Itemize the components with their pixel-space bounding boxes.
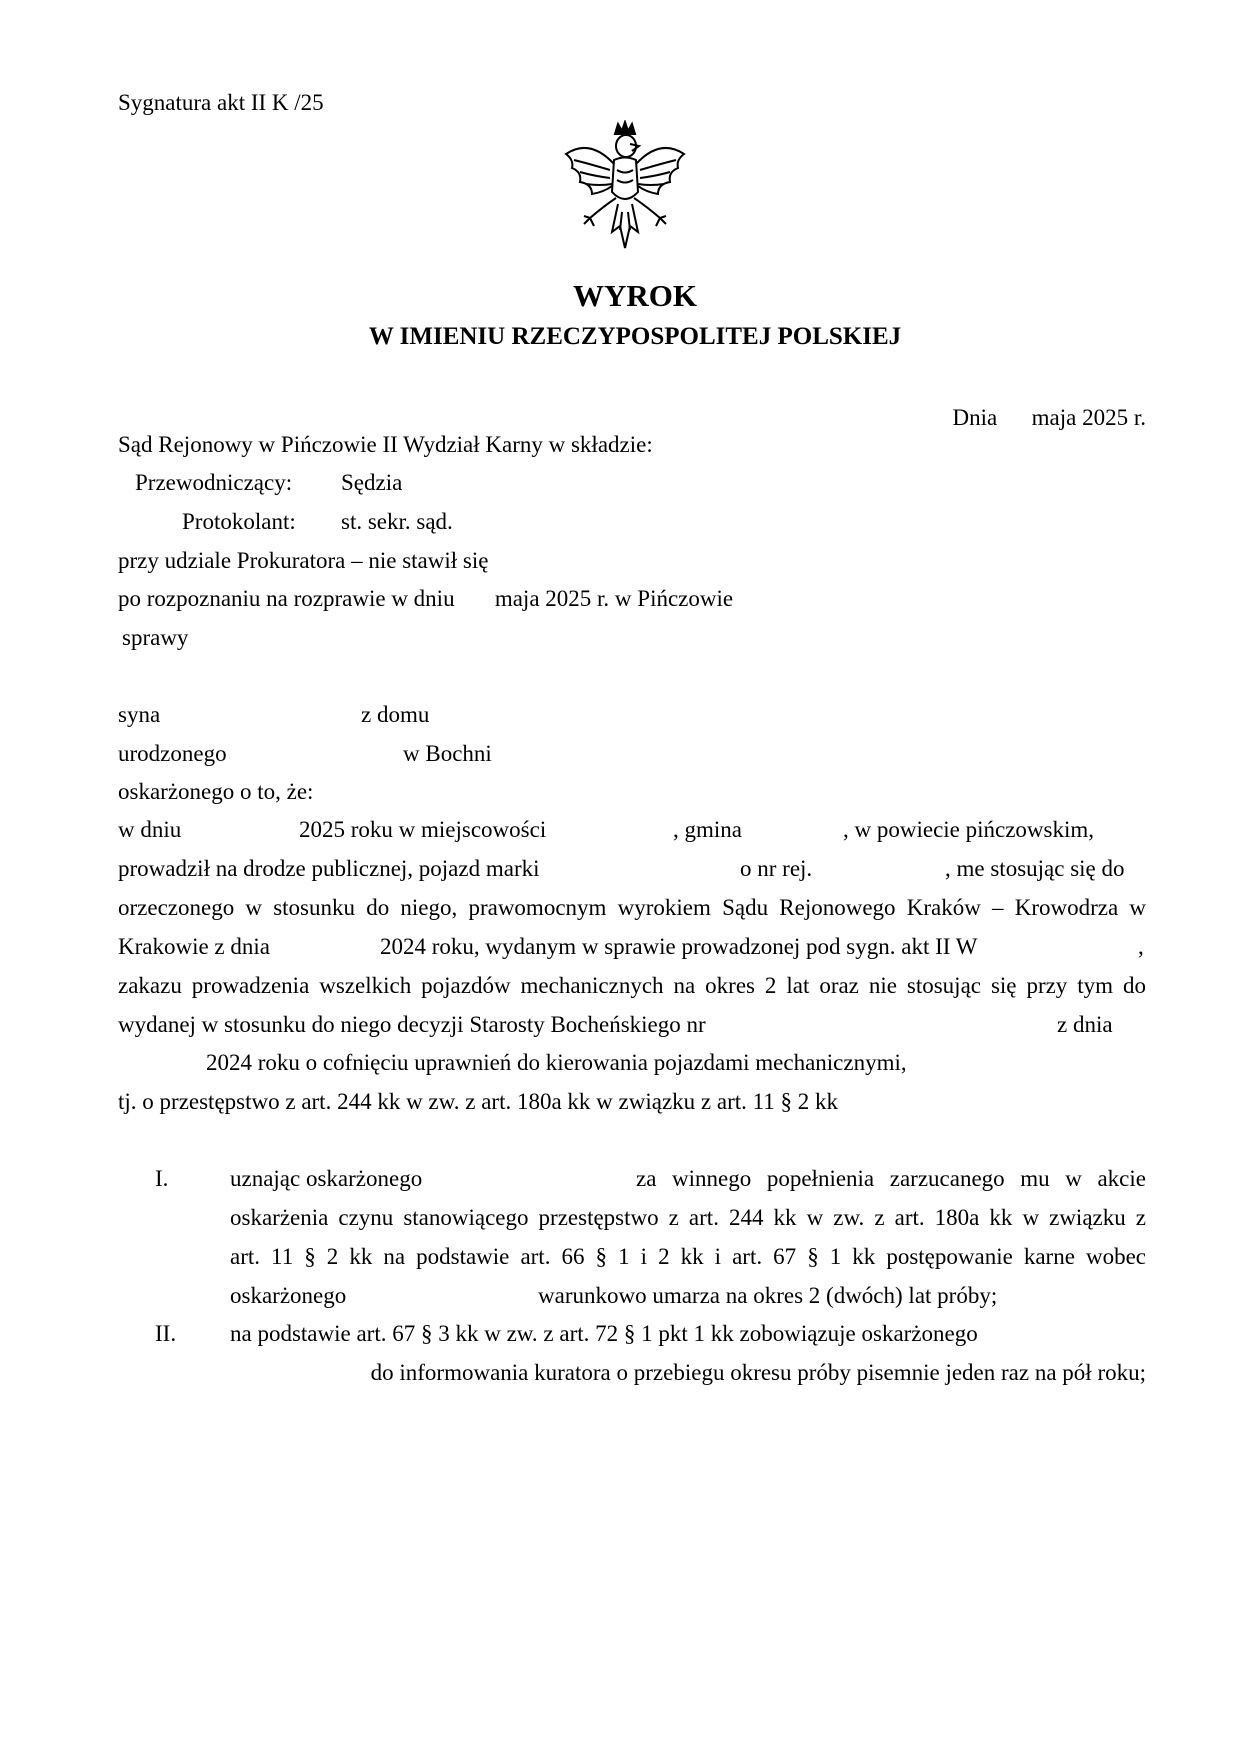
charge-line-1d: , w powiecie pińczowskim,: [843, 817, 1095, 842]
charge-line-1a: w dniu: [118, 817, 182, 842]
charge-line-6b: z dnia: [1057, 1012, 1113, 1037]
charge-line-4c: ,: [1138, 934, 1144, 959]
birthplace: w Bochni: [403, 741, 492, 766]
charged-label: oskarżonego o to, że:: [118, 779, 314, 804]
clerk-label: Protokolant:: [182, 509, 296, 534]
charge-line-6a: wydanej w stosunku do niego decyzji Starosty Bocheńskiego nr: [118, 1012, 706, 1037]
item-1-line-4a: oskarżonego: [230, 1283, 347, 1308]
son-of-label: syna: [118, 702, 161, 727]
charge-line-3: orzeczonego w stosunku do niego, prawomocnym wyrokiem Sądu Rejonowego Kraków – Krowodrza w: [118, 895, 1146, 920]
charge-line-2a: prowadził na drodze publicznej, pojazd marki: [118, 856, 540, 881]
case-signature: Sygnatura akt II K /25: [118, 90, 324, 115]
item-1-line-3: art. 11 § 2 kk na podstawie art. 66 § 1 i 2 kk i art. 67 § 1 kk postępowanie karne wobec: [230, 1244, 1146, 1269]
charge-line-4b: 2024 roku, wydanym w sprawie prowadzonej pod sygn. akt II W: [380, 934, 978, 959]
document-title: WYROK: [573, 278, 697, 313]
charge-line-2c: , me stosując się do: [945, 856, 1125, 881]
item-1-line-2: oskarżenia czynu stanowiącego przestępstwo z art. 244 kk w zw. z art. 180a kk w związku z: [230, 1205, 1146, 1230]
item-1-line-1a: uznając oskarżonego: [230, 1166, 423, 1191]
item-2-line-1: na podstawie art. 67 § 3 kk w zw. z art. 72 § 1 pkt 1 kk zobowiązuje oskarżonego: [230, 1321, 978, 1346]
maiden-name-label: z domu: [361, 702, 430, 727]
court-composition: Sąd Rejonowy w Pińczowie II Wydział Karny w składzie:: [118, 432, 653, 457]
judgment-date: Dnia maja 2025 r.: [952, 405, 1146, 430]
case-label: sprawy: [122, 625, 189, 650]
eagle-icon: [560, 120, 690, 265]
born-label: urodzonego: [118, 741, 227, 766]
charge-line-5: zakazu prowadzenia wszelkich pojazdów mechanicznych na okres 2 lat oraz nie stosując się przy tym do: [118, 973, 1146, 998]
item-numeral-1: I.: [155, 1166, 169, 1191]
offence-qualification: tj. o przestępstwo z art. 244 kk w zw. z art. 180a kk w związku z art. 11 § 2 kk: [118, 1089, 839, 1114]
item-1-line-1b: za winnego popełnienia zarzucanego mu w akcie: [636, 1166, 1146, 1191]
item-1-line-4b: warunkowo umarza na okres 2 (dwóch) lat próby;: [538, 1283, 998, 1308]
charge-line-1c: , gmina: [673, 817, 742, 842]
item-numeral-2: II.: [155, 1321, 177, 1346]
chair-label: Przewodniczący:: [135, 470, 293, 495]
prosecutor-line: przy udziale Prokuratora – nie stawił się: [118, 548, 489, 573]
charge-line-4a: Krakowie z dnia: [118, 934, 270, 959]
item-2-line-2: do informowania kuratora o przebiegu okresu próby pisemnie jeden raz na pół roku;: [370, 1360, 1146, 1385]
clerk-value: st. sekr. sąd.: [341, 509, 453, 534]
charge-line-7: 2024 roku o cofnięciu uprawnień do kierowania pojazdami mechanicznymi,: [206, 1050, 907, 1075]
polish-eagle-emblem: [560, 120, 690, 265]
chair-value: Sędzia: [341, 470, 403, 495]
charge-line-2b: o nr rej.: [740, 856, 813, 881]
document-subtitle: W IMIENIU RZECZYPOSPOLITEJ POLSKIEJ: [368, 323, 902, 350]
charge-line-1b: 2025 roku w miejscowości: [299, 817, 547, 842]
hearing-line: po rozpoznaniu na rozprawie w dniu maja 2025 r. w Pińczowie: [118, 586, 734, 611]
